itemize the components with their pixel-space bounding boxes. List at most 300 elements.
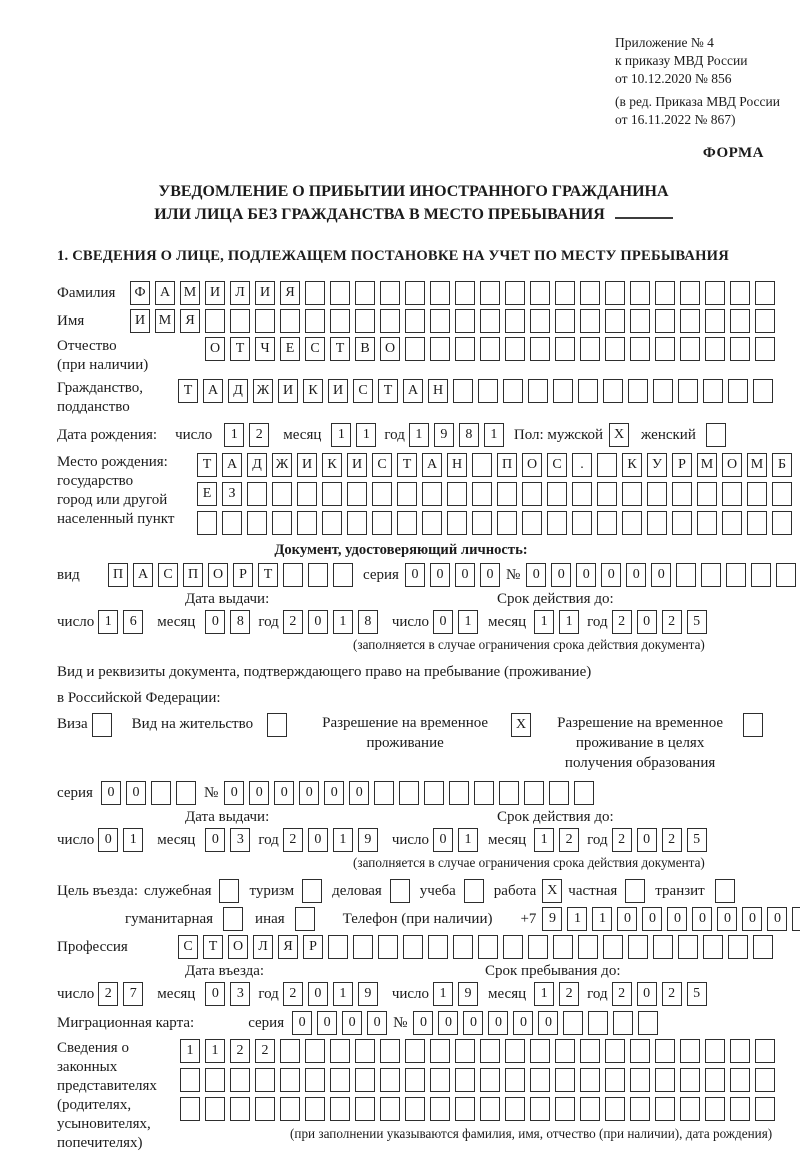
form-cell[interactable] (267, 713, 287, 737)
form-cell[interactable] (672, 511, 692, 535)
form-cell[interactable] (574, 781, 594, 805)
form-cell[interactable] (655, 1068, 675, 1092)
form-cell[interactable]: 9 (434, 423, 454, 447)
form-cell[interactable] (455, 281, 475, 305)
form-cell[interactable]: 0 (637, 828, 657, 852)
form-cell[interactable]: 0 (367, 1011, 387, 1035)
form-cell[interactable] (630, 281, 650, 305)
form-cell[interactable]: П (183, 563, 203, 587)
form-cell[interactable]: И (347, 453, 367, 477)
form-cell[interactable] (630, 337, 650, 361)
form-cell[interactable] (630, 1039, 650, 1063)
form-cell[interactable] (680, 1039, 700, 1063)
form-cell[interactable]: З (222, 482, 242, 506)
form-cell[interactable] (530, 337, 550, 361)
form-cell[interactable]: О (522, 453, 542, 477)
form-cell[interactable] (630, 1068, 650, 1092)
form-cell[interactable] (530, 1097, 550, 1121)
form-cell[interactable] (578, 935, 598, 959)
form-cell[interactable] (305, 1068, 325, 1092)
form-cell[interactable]: 0 (626, 563, 646, 587)
form-cell[interactable] (647, 511, 667, 535)
form-cell[interactable] (355, 1097, 375, 1121)
form-cell[interactable] (197, 511, 217, 535)
form-cell[interactable]: 1 (333, 982, 353, 1006)
form-cell[interactable]: Р (672, 453, 692, 477)
form-cell[interactable]: 0 (642, 907, 662, 931)
form-cell[interactable]: 0 (205, 828, 225, 852)
form-cell[interactable] (480, 1097, 500, 1121)
form-cell[interactable] (753, 935, 773, 959)
form-cell[interactable] (272, 511, 292, 535)
form-cell[interactable]: Я (280, 281, 300, 305)
form-cell[interactable] (397, 511, 417, 535)
form-cell[interactable] (605, 1068, 625, 1092)
form-cell[interactable] (588, 1011, 608, 1035)
form-cell[interactable]: 2 (559, 828, 579, 852)
form-cell[interactable] (405, 1039, 425, 1063)
form-cell[interactable]: 0 (480, 563, 500, 587)
form-cell[interactable] (722, 511, 742, 535)
form-cell[interactable] (678, 935, 698, 959)
form-cell[interactable]: Б (772, 453, 792, 477)
form-cell[interactable] (464, 879, 484, 903)
form-cell[interactable] (580, 281, 600, 305)
form-cell[interactable] (705, 1097, 725, 1121)
form-cell[interactable] (405, 281, 425, 305)
form-cell[interactable] (353, 935, 373, 959)
form-cell[interactable] (223, 907, 243, 931)
form-cell[interactable] (330, 281, 350, 305)
form-cell[interactable] (430, 1039, 450, 1063)
form-cell[interactable]: 1 (534, 610, 554, 634)
form-cell[interactable] (297, 511, 317, 535)
form-cell[interactable] (330, 1039, 350, 1063)
form-cell[interactable] (578, 379, 598, 403)
form-cell[interactable]: 1 (356, 423, 376, 447)
form-cell[interactable] (605, 309, 625, 333)
form-cell[interactable] (547, 511, 567, 535)
form-cell[interactable]: 2 (255, 1039, 275, 1063)
form-cell[interactable]: 1 (123, 828, 143, 852)
form-cell[interactable] (553, 379, 573, 403)
form-cell[interactable] (653, 935, 673, 959)
form-cell[interactable] (555, 1039, 575, 1063)
form-cell[interactable]: Т (178, 379, 198, 403)
form-cell[interactable]: Ф (130, 281, 150, 305)
form-cell[interactable]: М (747, 453, 767, 477)
form-cell[interactable] (280, 309, 300, 333)
form-cell[interactable] (630, 309, 650, 333)
form-cell[interactable]: 0 (717, 907, 737, 931)
form-cell[interactable] (497, 511, 517, 535)
form-cell[interactable] (151, 781, 171, 805)
form-cell[interactable] (678, 379, 698, 403)
form-cell[interactable]: X (511, 713, 531, 737)
form-cell[interactable] (430, 337, 450, 361)
form-cell[interactable]: 0 (317, 1011, 337, 1035)
form-cell[interactable]: 0 (767, 907, 787, 931)
form-cell[interactable]: 0 (576, 563, 596, 587)
form-cell[interactable] (522, 482, 542, 506)
form-cell[interactable] (280, 1097, 300, 1121)
form-cell[interactable] (424, 781, 444, 805)
form-cell[interactable] (672, 482, 692, 506)
form-cell[interactable] (205, 1097, 225, 1121)
form-cell[interactable] (455, 309, 475, 333)
form-cell[interactable]: 0 (526, 563, 546, 587)
form-cell[interactable]: 1 (224, 423, 244, 447)
form-cell[interactable] (255, 1068, 275, 1092)
form-cell[interactable] (328, 935, 348, 959)
form-cell[interactable] (222, 511, 242, 535)
form-cell[interactable] (422, 511, 442, 535)
form-cell[interactable]: А (203, 379, 223, 403)
form-cell[interactable] (792, 907, 800, 931)
form-cell[interactable] (430, 309, 450, 333)
form-cell[interactable]: 0 (98, 828, 118, 852)
form-cell[interactable] (499, 781, 519, 805)
form-cell[interactable] (730, 281, 750, 305)
form-cell[interactable]: С (178, 935, 198, 959)
form-cell[interactable]: Д (228, 379, 248, 403)
form-cell[interactable] (205, 309, 225, 333)
form-cell[interactable] (730, 1097, 750, 1121)
form-cell[interactable] (453, 935, 473, 959)
form-cell[interactable] (480, 309, 500, 333)
form-cell[interactable] (255, 309, 275, 333)
form-cell[interactable]: 1 (484, 423, 504, 447)
form-cell[interactable] (522, 511, 542, 535)
form-cell[interactable]: 2 (559, 982, 579, 1006)
form-cell[interactable] (374, 781, 394, 805)
form-cell[interactable]: Р (233, 563, 253, 587)
form-cell[interactable]: 9 (358, 982, 378, 1006)
form-cell[interactable]: А (133, 563, 153, 587)
form-cell[interactable] (399, 781, 419, 805)
form-cell[interactable]: С (372, 453, 392, 477)
form-cell[interactable]: 1 (534, 982, 554, 1006)
form-cell[interactable]: 0 (342, 1011, 362, 1035)
form-cell[interactable] (447, 511, 467, 535)
form-cell[interactable] (330, 309, 350, 333)
form-cell[interactable] (305, 309, 325, 333)
form-cell[interactable]: 1 (433, 982, 453, 1006)
form-cell[interactable] (628, 935, 648, 959)
form-cell[interactable]: 0 (430, 563, 450, 587)
form-cell[interactable] (755, 1039, 775, 1063)
form-cell[interactable] (706, 423, 726, 447)
form-cell[interactable]: А (403, 379, 423, 403)
form-cell[interactable]: Е (197, 482, 217, 506)
form-cell[interactable]: 2 (612, 982, 632, 1006)
form-cell[interactable] (405, 1068, 425, 1092)
form-cell[interactable]: П (108, 563, 128, 587)
form-cell[interactable]: 0 (617, 907, 637, 931)
form-cell[interactable] (380, 1068, 400, 1092)
form-cell[interactable]: Р (303, 935, 323, 959)
form-cell[interactable]: С (353, 379, 373, 403)
form-cell[interactable] (603, 379, 623, 403)
form-cell[interactable] (730, 1068, 750, 1092)
form-cell[interactable] (753, 379, 773, 403)
form-cell[interactable] (680, 337, 700, 361)
form-cell[interactable] (455, 1039, 475, 1063)
form-cell[interactable] (730, 309, 750, 333)
form-cell[interactable] (528, 935, 548, 959)
form-cell[interactable]: Е (280, 337, 300, 361)
form-cell[interactable] (703, 379, 723, 403)
form-cell[interactable]: О (205, 337, 225, 361)
form-cell[interactable] (555, 1068, 575, 1092)
form-cell[interactable] (776, 563, 796, 587)
form-cell[interactable] (330, 1068, 350, 1092)
form-cell[interactable]: 0 (224, 781, 244, 805)
form-cell[interactable]: 0 (292, 1011, 312, 1035)
form-cell[interactable]: 1 (567, 907, 587, 931)
form-cell[interactable]: 2 (662, 982, 682, 1006)
form-cell[interactable] (322, 482, 342, 506)
form-cell[interactable] (503, 935, 523, 959)
form-cell[interactable]: И (278, 379, 298, 403)
form-cell[interactable]: Т (203, 935, 223, 959)
form-cell[interactable]: У (647, 453, 667, 477)
form-cell[interactable] (397, 482, 417, 506)
form-cell[interactable]: В (355, 337, 375, 361)
form-cell[interactable]: 2 (612, 828, 632, 852)
form-cell[interactable] (390, 879, 410, 903)
form-cell[interactable] (272, 482, 292, 506)
form-cell[interactable] (219, 879, 239, 903)
form-cell[interactable]: А (222, 453, 242, 477)
form-cell[interactable]: 1 (534, 828, 554, 852)
form-cell[interactable] (380, 1039, 400, 1063)
form-cell[interactable]: 9 (542, 907, 562, 931)
form-cell[interactable] (505, 1068, 525, 1092)
form-cell[interactable]: 9 (458, 982, 478, 1006)
form-cell[interactable]: А (155, 281, 175, 305)
form-cell[interactable]: 0 (488, 1011, 508, 1035)
form-cell[interactable] (680, 281, 700, 305)
form-cell[interactable]: 1 (458, 828, 478, 852)
form-cell[interactable]: 2 (230, 1039, 250, 1063)
form-cell[interactable]: 0 (299, 781, 319, 805)
form-cell[interactable]: И (255, 281, 275, 305)
form-cell[interactable] (430, 1068, 450, 1092)
form-cell[interactable]: П (497, 453, 517, 477)
form-cell[interactable]: 0 (349, 781, 369, 805)
form-cell[interactable]: 2 (612, 610, 632, 634)
form-cell[interactable] (92, 713, 112, 737)
form-cell[interactable] (497, 482, 517, 506)
form-cell[interactable]: Д (247, 453, 267, 477)
form-cell[interactable]: 1 (409, 423, 429, 447)
form-cell[interactable]: Л (230, 281, 250, 305)
form-cell[interactable]: И (297, 453, 317, 477)
form-cell[interactable]: 1 (333, 610, 353, 634)
form-cell[interactable]: И (130, 309, 150, 333)
form-cell[interactable]: О (208, 563, 228, 587)
form-cell[interactable] (403, 935, 423, 959)
form-cell[interactable] (503, 379, 523, 403)
form-cell[interactable]: О (228, 935, 248, 959)
form-cell[interactable] (597, 511, 617, 535)
form-cell[interactable]: X (609, 423, 629, 447)
form-cell[interactable]: 0 (205, 610, 225, 634)
form-cell[interactable] (605, 281, 625, 305)
form-cell[interactable] (728, 379, 748, 403)
form-cell[interactable]: Я (278, 935, 298, 959)
form-cell[interactable] (730, 337, 750, 361)
form-cell[interactable] (680, 309, 700, 333)
form-cell[interactable] (530, 1039, 550, 1063)
form-cell[interactable] (280, 1068, 300, 1092)
form-cell[interactable] (205, 1068, 225, 1092)
form-cell[interactable] (422, 482, 442, 506)
form-cell[interactable] (347, 482, 367, 506)
form-cell[interactable]: 2 (662, 828, 682, 852)
form-cell[interactable] (176, 781, 196, 805)
form-cell[interactable] (655, 1097, 675, 1121)
form-cell[interactable] (655, 309, 675, 333)
form-cell[interactable]: 2 (249, 423, 269, 447)
form-cell[interactable] (555, 281, 575, 305)
form-cell[interactable] (572, 511, 592, 535)
form-cell[interactable] (555, 1097, 575, 1121)
form-cell[interactable] (455, 337, 475, 361)
form-cell[interactable]: Т (378, 379, 398, 403)
form-cell[interactable]: 0 (692, 907, 712, 931)
form-cell[interactable]: 7 (123, 982, 143, 1006)
form-cell[interactable] (580, 1068, 600, 1092)
form-cell[interactable]: О (380, 337, 400, 361)
form-cell[interactable] (347, 511, 367, 535)
form-cell[interactable] (505, 1097, 525, 1121)
form-cell[interactable] (449, 781, 469, 805)
form-cell[interactable] (372, 482, 392, 506)
form-cell[interactable]: 6 (123, 610, 143, 634)
form-cell[interactable] (305, 281, 325, 305)
form-cell[interactable] (613, 1011, 633, 1035)
form-cell[interactable] (478, 379, 498, 403)
form-cell[interactable] (372, 511, 392, 535)
form-cell[interactable]: 0 (438, 1011, 458, 1035)
form-cell[interactable]: И (328, 379, 348, 403)
form-cell[interactable]: 1 (559, 610, 579, 634)
form-cell[interactable] (430, 1097, 450, 1121)
form-cell[interactable]: М (180, 281, 200, 305)
form-cell[interactable] (453, 379, 473, 403)
form-cell[interactable] (380, 281, 400, 305)
form-cell[interactable] (630, 1097, 650, 1121)
form-cell[interactable] (474, 781, 494, 805)
form-cell[interactable] (405, 309, 425, 333)
form-cell[interactable] (755, 281, 775, 305)
form-cell[interactable] (653, 379, 673, 403)
form-cell[interactable] (755, 309, 775, 333)
form-cell[interactable]: 2 (283, 982, 303, 1006)
form-cell[interactable]: . (572, 453, 592, 477)
form-cell[interactable]: 0 (651, 563, 671, 587)
form-cell[interactable] (605, 337, 625, 361)
form-cell[interactable] (302, 879, 322, 903)
form-cell[interactable]: 3 (230, 828, 250, 852)
form-cell[interactable]: 0 (308, 982, 328, 1006)
form-cell[interactable] (505, 281, 525, 305)
form-cell[interactable]: С (158, 563, 178, 587)
form-cell[interactable] (722, 482, 742, 506)
form-cell[interactable] (622, 511, 642, 535)
form-cell[interactable] (480, 1039, 500, 1063)
form-cell[interactable] (728, 935, 748, 959)
form-cell[interactable]: X (542, 879, 562, 903)
form-cell[interactable]: 0 (405, 563, 425, 587)
form-cell[interactable] (655, 337, 675, 361)
form-cell[interactable] (283, 563, 303, 587)
form-cell[interactable] (480, 337, 500, 361)
form-cell[interactable] (563, 1011, 583, 1035)
form-cell[interactable] (715, 879, 735, 903)
form-cell[interactable] (628, 379, 648, 403)
form-cell[interactable]: Т (230, 337, 250, 361)
form-cell[interactable] (305, 1097, 325, 1121)
form-cell[interactable] (726, 563, 746, 587)
form-cell[interactable] (743, 713, 763, 737)
form-cell[interactable] (605, 1039, 625, 1063)
form-cell[interactable] (297, 482, 317, 506)
form-cell[interactable] (603, 935, 623, 959)
form-cell[interactable] (333, 563, 353, 587)
form-cell[interactable]: 8 (459, 423, 479, 447)
form-cell[interactable] (772, 511, 792, 535)
form-cell[interactable]: 0 (637, 982, 657, 1006)
form-cell[interactable]: Т (197, 453, 217, 477)
form-cell[interactable] (524, 781, 544, 805)
form-cell[interactable] (472, 453, 492, 477)
form-cell[interactable] (605, 1097, 625, 1121)
form-cell[interactable]: 1 (333, 828, 353, 852)
form-cell[interactable] (747, 511, 767, 535)
form-cell[interactable]: 1 (592, 907, 612, 931)
form-cell[interactable]: Н (428, 379, 448, 403)
form-cell[interactable]: 0 (667, 907, 687, 931)
form-cell[interactable] (330, 1097, 350, 1121)
form-cell[interactable] (703, 935, 723, 959)
form-cell[interactable] (580, 1039, 600, 1063)
form-cell[interactable] (322, 511, 342, 535)
form-cell[interactable]: 0 (538, 1011, 558, 1035)
form-cell[interactable] (380, 309, 400, 333)
form-cell[interactable]: Т (330, 337, 350, 361)
form-cell[interactable]: Л (253, 935, 273, 959)
form-cell[interactable]: Ж (253, 379, 273, 403)
form-cell[interactable] (705, 1068, 725, 1092)
form-cell[interactable]: 5 (687, 828, 707, 852)
form-cell[interactable]: И (205, 281, 225, 305)
form-cell[interactable]: 3 (230, 982, 250, 1006)
form-cell[interactable]: 0 (637, 610, 657, 634)
form-cell[interactable]: 0 (463, 1011, 483, 1035)
form-cell[interactable]: 0 (126, 781, 146, 805)
form-cell[interactable] (528, 379, 548, 403)
form-cell[interactable] (355, 309, 375, 333)
form-cell[interactable] (625, 879, 645, 903)
form-cell[interactable] (180, 1068, 200, 1092)
form-cell[interactable] (355, 1039, 375, 1063)
form-cell[interactable]: 1 (458, 610, 478, 634)
form-cell[interactable] (230, 1097, 250, 1121)
form-cell[interactable] (622, 482, 642, 506)
